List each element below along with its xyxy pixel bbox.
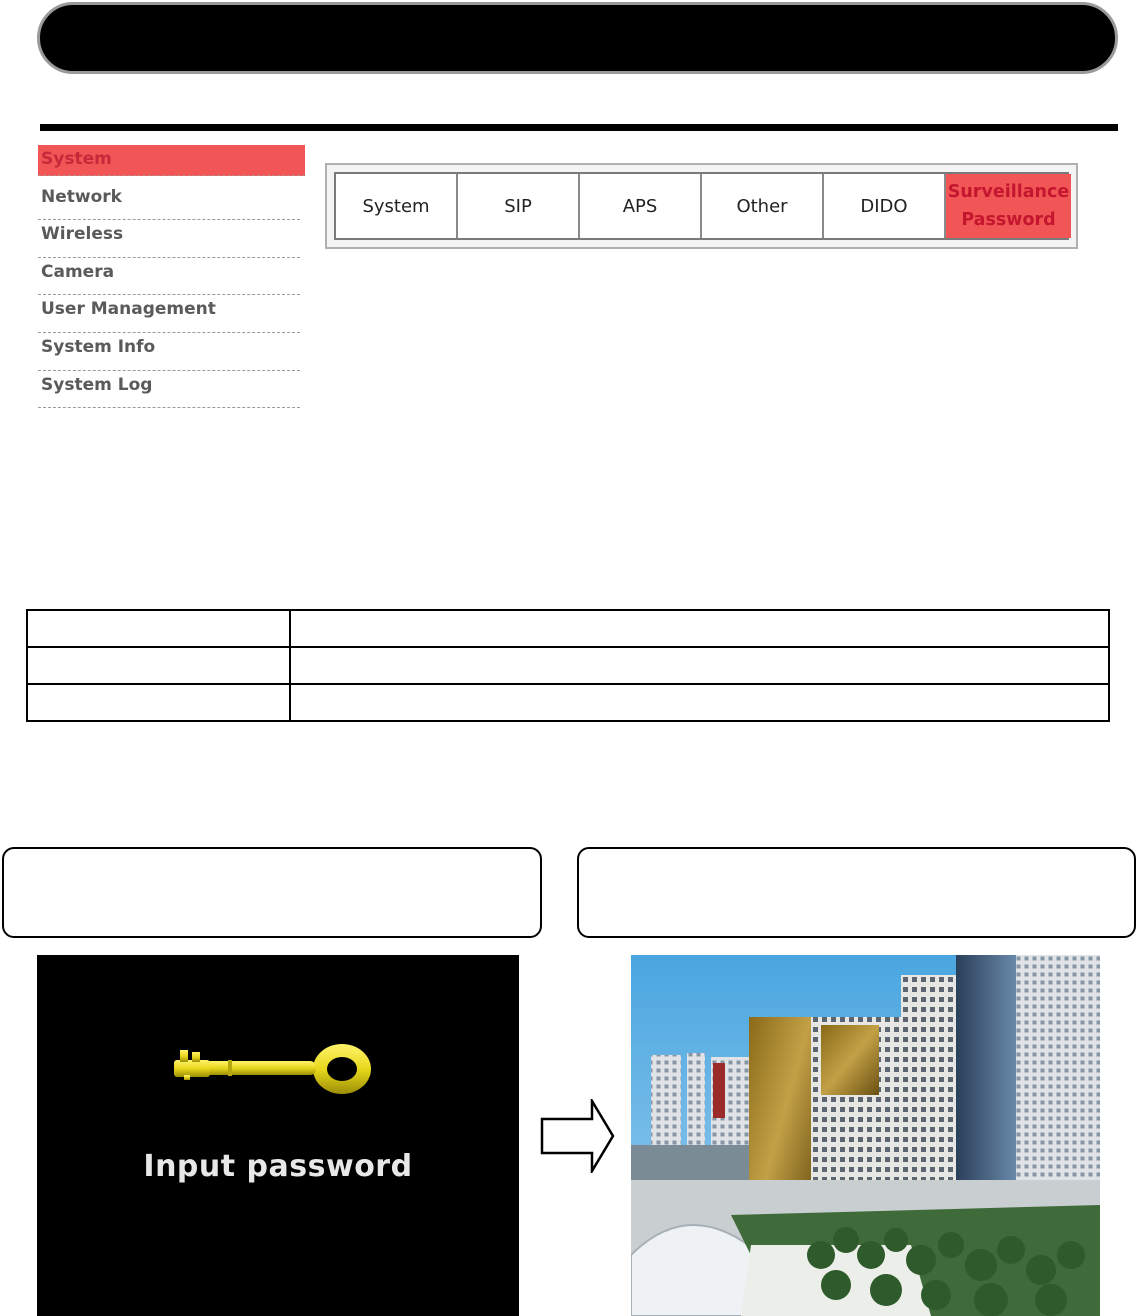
sidebar-item-wireless[interactable]: Wireless bbox=[38, 220, 300, 258]
table-cell bbox=[27, 610, 290, 647]
sidebar-item-user-management[interactable]: User Management bbox=[38, 295, 300, 333]
sidebar-menu bbox=[38, 145, 305, 408]
sidebar-item-network[interactable]: Network bbox=[38, 183, 300, 221]
tab-sip[interactable]: SIP bbox=[458, 174, 580, 238]
caption-box-right bbox=[577, 847, 1136, 938]
key-icon bbox=[172, 1038, 376, 1098]
camera-view-photo bbox=[631, 955, 1100, 1316]
sidebar-item-system-log[interactable]: System Log bbox=[38, 371, 300, 409]
right-arrow-icon bbox=[540, 1099, 615, 1173]
table-cell bbox=[27, 647, 290, 684]
caption-box-left bbox=[2, 847, 542, 938]
title-bar bbox=[37, 2, 1118, 74]
table-cell bbox=[290, 610, 1109, 647]
tab-bar bbox=[325, 163, 1078, 249]
tab-dido[interactable]: DIDO bbox=[824, 174, 946, 238]
tab-row bbox=[334, 172, 1069, 240]
sidebar-item-camera[interactable]: Camera bbox=[38, 258, 300, 296]
tab-other[interactable]: Other bbox=[702, 174, 824, 238]
table-cell bbox=[290, 684, 1109, 721]
table-cell bbox=[27, 684, 290, 721]
tab-system[interactable]: System bbox=[336, 174, 458, 238]
table-row bbox=[27, 684, 1109, 721]
table-cell bbox=[290, 647, 1109, 684]
sidebar-item-system[interactable]: System bbox=[38, 145, 305, 176]
tab-surveillance-password[interactable]: Surveillance Password bbox=[946, 174, 1071, 238]
password-screen bbox=[37, 955, 519, 1316]
sidebar-item-system-info[interactable]: System Info bbox=[38, 333, 300, 371]
tab-aps[interactable]: APS bbox=[580, 174, 702, 238]
table-row bbox=[27, 610, 1109, 647]
prompt-text: Input password bbox=[143, 1149, 413, 1184]
header-rule bbox=[40, 124, 1118, 131]
table-row bbox=[27, 647, 1109, 684]
settings-table bbox=[26, 609, 1110, 722]
